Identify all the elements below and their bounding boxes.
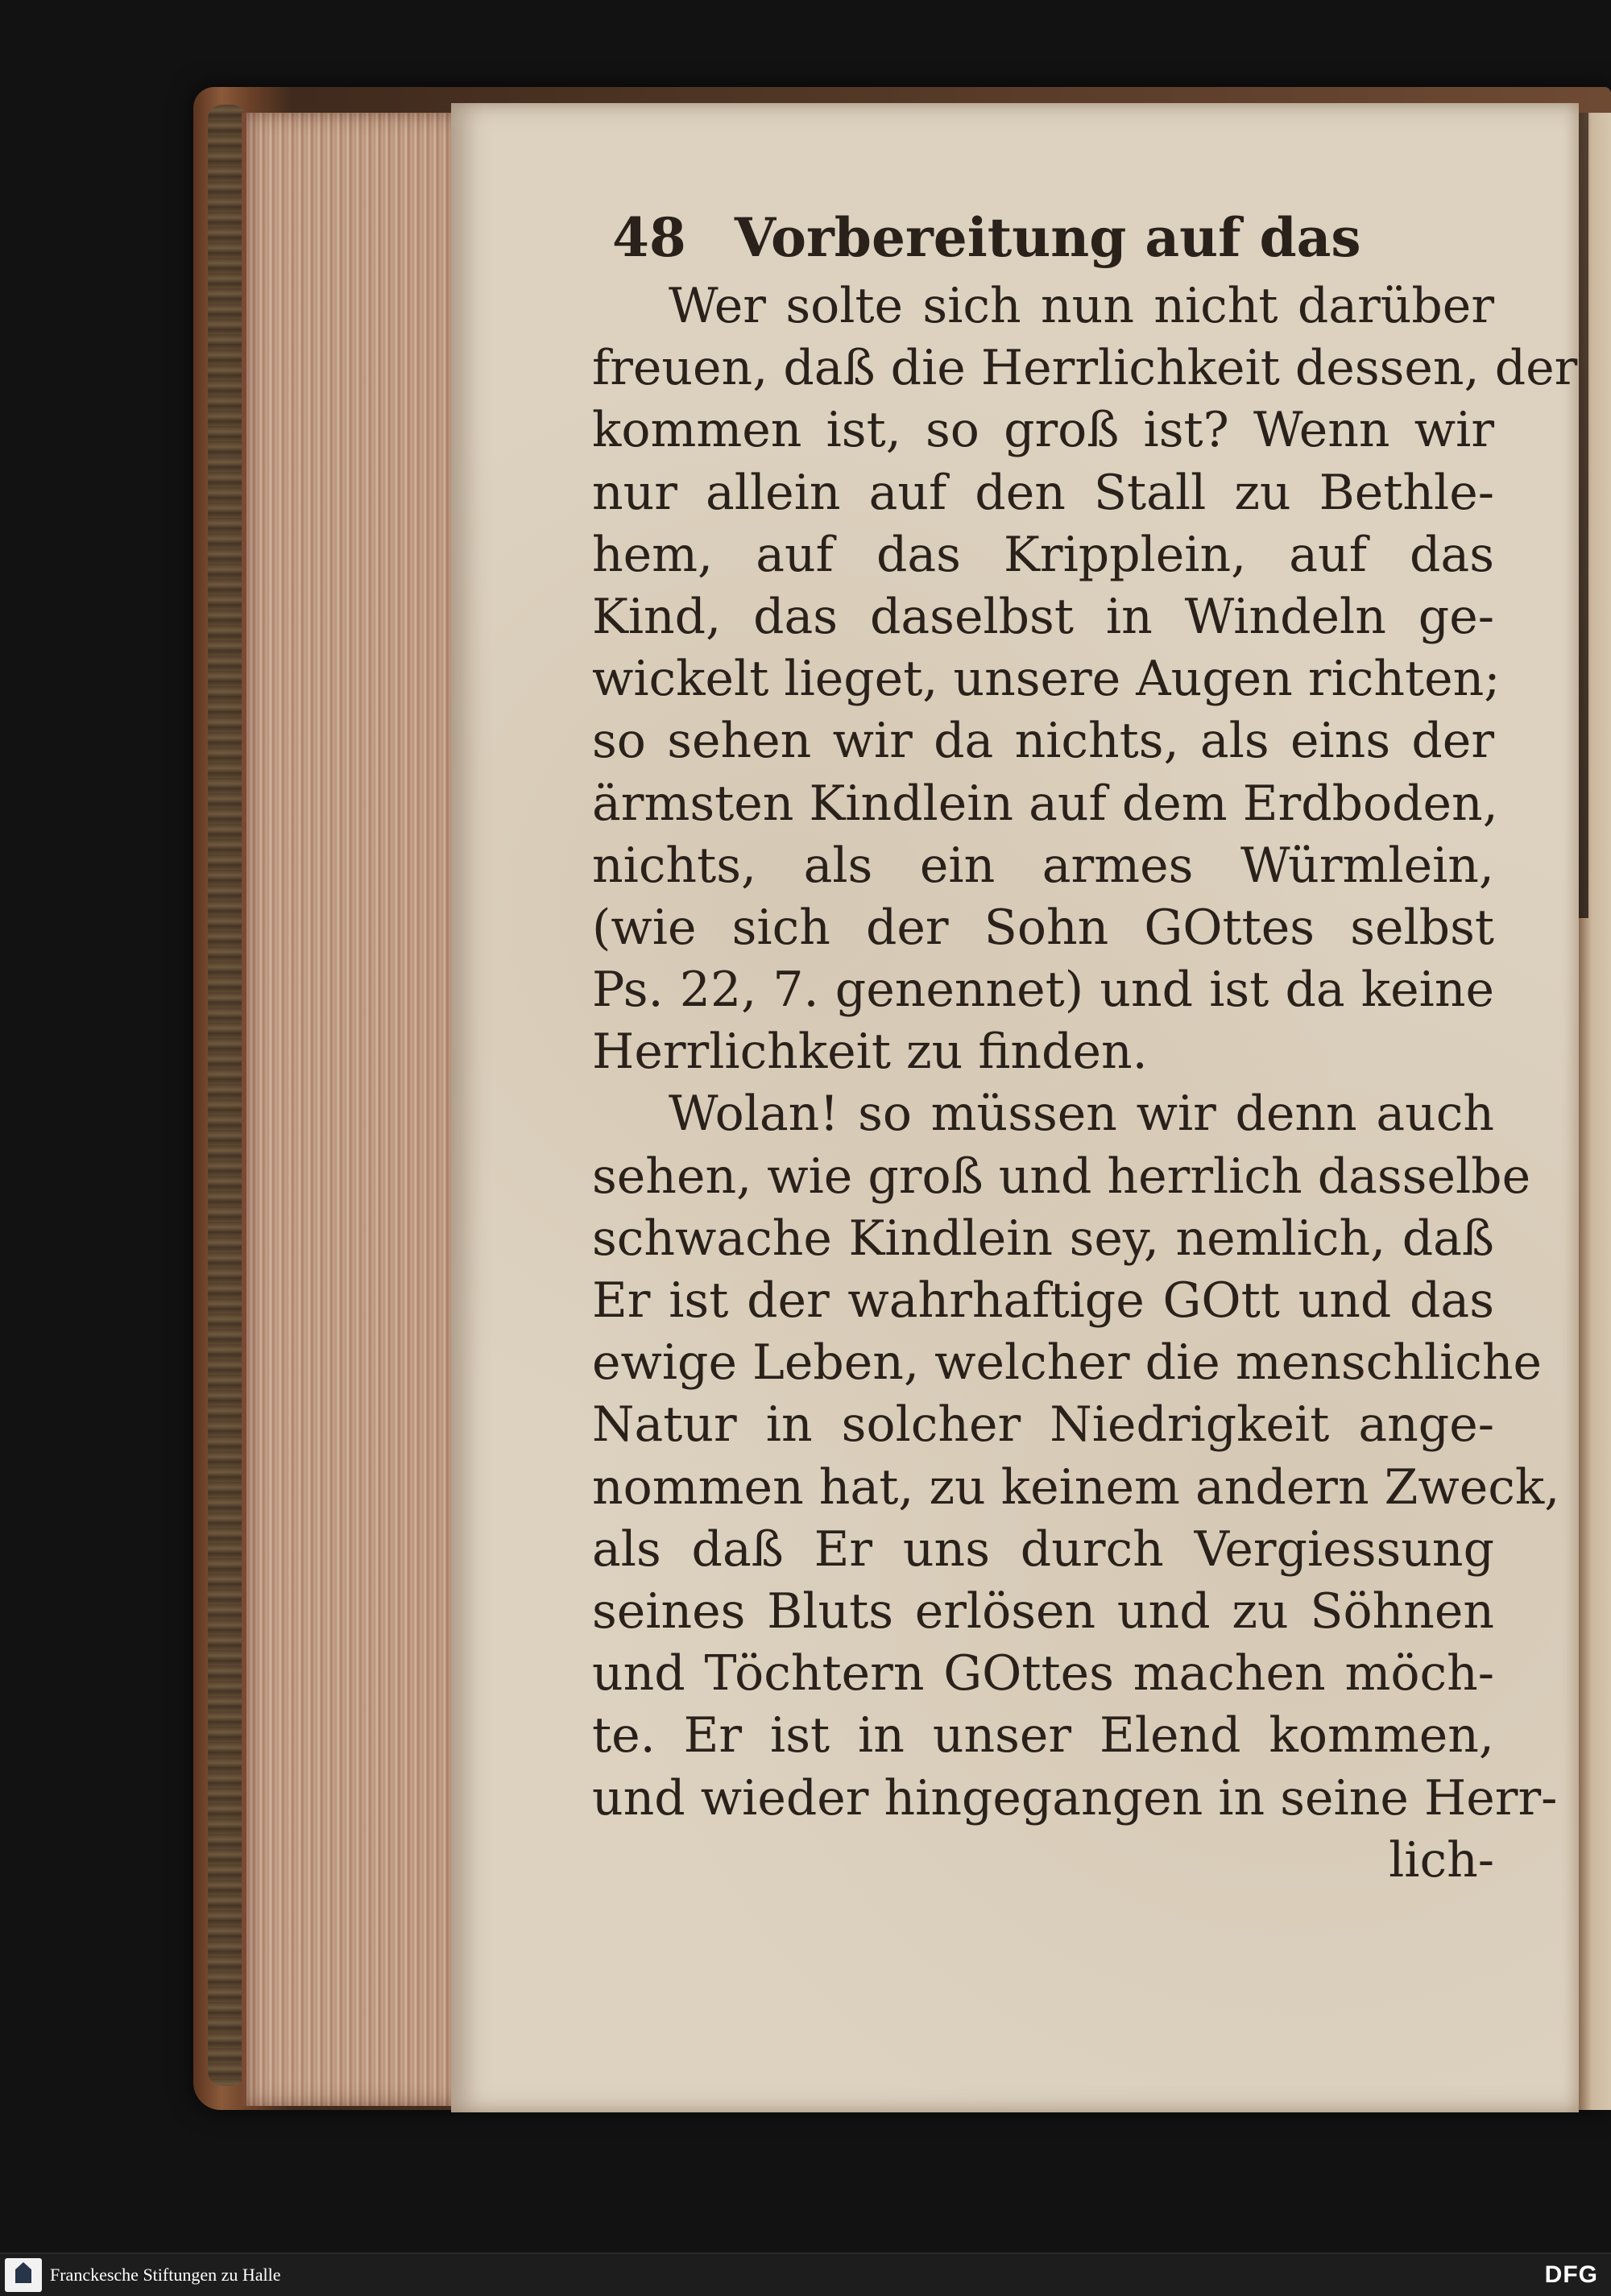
text-line: te. Er ist in unser Elend kommen, [592, 1707, 1494, 1764]
text-line: nur allein auf den Stall zu Bethle- [592, 464, 1494, 521]
text-line: als daß Er uns durch Vergiessung [592, 1520, 1494, 1578]
text-line: ärmsten Kindlein auf dem Erdboden, [592, 775, 1498, 832]
body-text [592, 275, 1578, 1892]
text-line: nommen hat, zu keinem andern Zweck, [592, 1458, 1560, 1516]
book-spine [208, 105, 246, 2086]
page-edges [242, 113, 460, 2106]
text-line: Kind, das daselbst in Windeln ge- [592, 588, 1494, 645]
viewer-footer [0, 2253, 1611, 2296]
text-line: nichts, als ein armes Würmlein, [592, 837, 1494, 894]
institution-credit: Franckesche Stiftungen zu Halle [50, 2265, 281, 2285]
running-head-title: Vorbereitung auf das [734, 206, 1361, 269]
bookmark-ribbon [1579, 113, 1588, 918]
text-line: ewige Leben, welcher die menschliche [592, 1334, 1543, 1392]
text-line: Wolan! so müssen wir denn auch [669, 1086, 1494, 1143]
text-line: Wer solte sich nun nicht darüber [669, 278, 1494, 334]
text-line: kommen ist, so groß ist? Wenn wir [592, 402, 1494, 459]
text-line: Er ist der wahrhaftige GOtt und das [592, 1272, 1494, 1329]
page-number: 48 [612, 206, 686, 269]
text-line: Herrlichkeit zu finden. [592, 1024, 1148, 1081]
francke-foundation-logo-icon [5, 2258, 42, 2292]
text-line: und Töchtern GOttes machen möch- [592, 1645, 1494, 1702]
text-line: und wieder hingegangen in seine Herr- [592, 1769, 1558, 1826]
text-line: hem, auf das Kripplein, auf das [592, 526, 1494, 583]
text-line: schwache Kindlein sey, nemlich, daß [592, 1210, 1494, 1267]
catchword: lich- [1389, 1831, 1494, 1889]
text-line: wickelt lieget, unsere Augen richten; [592, 651, 1501, 708]
text-line: sehen, wie groß und herrlich dasselbe [592, 1148, 1531, 1205]
text-line: Natur in solcher Niedrigkeit ange- [592, 1396, 1494, 1454]
running-head [612, 205, 1498, 270]
text-line: seines Bluts erlösen und zu Söhnen [592, 1582, 1494, 1640]
text-line: so sehen wir da nichts, als eins der [592, 713, 1494, 770]
text-line: (wie sich der Sohn GOttes selbst [592, 899, 1494, 956]
funder-logo: DFG [1544, 2261, 1598, 2288]
text-line: Ps. 22, 7. genennet) und ist da keine [592, 962, 1494, 1019]
text-line: freuen, daß die Herrlichkeit dessen, der [592, 340, 1578, 397]
